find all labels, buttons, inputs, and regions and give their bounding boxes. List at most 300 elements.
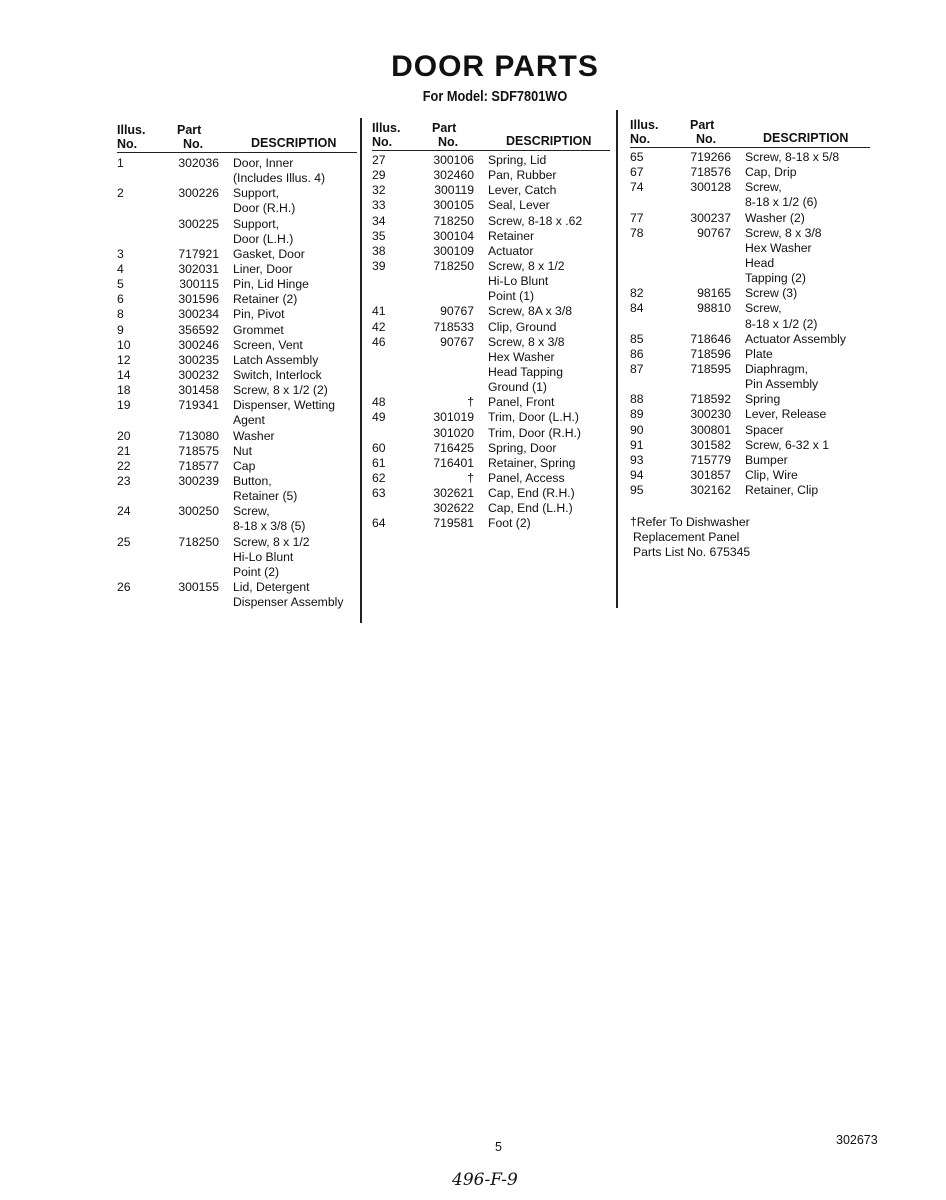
parts-row bbox=[372, 516, 615, 531]
parts-row bbox=[117, 383, 362, 398]
part-description: 8-18 x 1/2 (2) bbox=[745, 316, 818, 331]
parts-row bbox=[117, 580, 362, 610]
illus-number: 41 bbox=[372, 304, 386, 319]
row-line bbox=[372, 259, 615, 274]
header-underline bbox=[630, 147, 870, 148]
part-description: Agent bbox=[233, 413, 265, 428]
column-divider bbox=[360, 118, 362, 623]
row-line bbox=[372, 183, 615, 198]
row-line bbox=[630, 483, 875, 498]
illus-number: 65 bbox=[630, 150, 644, 164]
illus-number: 85 bbox=[630, 331, 644, 346]
row-line bbox=[372, 410, 615, 425]
illus-number: 84 bbox=[630, 301, 644, 316]
part-description: Button, bbox=[233, 473, 272, 488]
part-description: Foot (2) bbox=[488, 516, 531, 531]
part-number: 302622 bbox=[433, 501, 474, 516]
part-description: Screw, 8 x 3/8 bbox=[488, 334, 565, 349]
illus-number: 48 bbox=[372, 395, 386, 410]
parts-row bbox=[117, 247, 362, 262]
part-description: Cap, End (L.H.) bbox=[488, 501, 573, 516]
row-line bbox=[372, 441, 615, 456]
parts-list bbox=[630, 150, 875, 498]
part-number: 300226 bbox=[178, 186, 219, 201]
part-description: Trim, Door (R.H.) bbox=[488, 425, 581, 440]
row-line bbox=[630, 301, 875, 316]
row-line bbox=[117, 429, 362, 444]
part-description: Retainer, Clip bbox=[745, 483, 819, 498]
row-line bbox=[372, 198, 615, 213]
parts-row bbox=[117, 323, 362, 338]
illus-number: 46 bbox=[372, 334, 386, 349]
part-description: Spring bbox=[745, 392, 781, 407]
row-line bbox=[630, 317, 875, 332]
part-description: Screw (3) bbox=[745, 286, 798, 301]
illus-number: 64 bbox=[372, 516, 386, 531]
row-line bbox=[630, 453, 875, 468]
illus-number: 12 bbox=[117, 352, 131, 367]
part-description: Switch, Interlock bbox=[233, 367, 322, 382]
row-line bbox=[117, 595, 362, 610]
row-line bbox=[117, 580, 362, 595]
row-line bbox=[117, 444, 362, 459]
row-line bbox=[117, 353, 362, 368]
part-description: Washer (2) bbox=[745, 210, 805, 225]
row-line bbox=[372, 214, 615, 229]
part-description: Spring, Door bbox=[488, 440, 557, 455]
illus-number: 87 bbox=[630, 361, 644, 376]
illus-number: 94 bbox=[630, 467, 644, 482]
illus-number: 14 bbox=[117, 367, 131, 382]
row-line bbox=[117, 504, 362, 519]
part-number: 300232 bbox=[178, 367, 219, 382]
row-line bbox=[630, 256, 875, 271]
row-line bbox=[372, 274, 615, 289]
illus-number: 24 bbox=[117, 504, 131, 519]
row-line bbox=[630, 407, 875, 422]
part-description: Washer bbox=[233, 428, 275, 443]
part-description: Hex Washer bbox=[488, 349, 555, 364]
row-line bbox=[630, 286, 875, 301]
parts-row bbox=[630, 180, 875, 210]
part-description: Point (2) bbox=[233, 564, 280, 579]
part-number: 300225 bbox=[178, 216, 219, 231]
header-underline bbox=[117, 152, 357, 153]
part-number: 718575 bbox=[178, 443, 219, 458]
part-description: Screw, 8 x 1/2 bbox=[488, 258, 565, 273]
row-line bbox=[630, 377, 875, 392]
part-description: Screw, 6-32 x 1 bbox=[745, 437, 829, 452]
parts-row bbox=[372, 244, 615, 259]
row-line bbox=[630, 180, 875, 195]
parts-row bbox=[117, 474, 362, 504]
illus-number: 82 bbox=[630, 286, 644, 301]
part-description: Support, bbox=[233, 216, 280, 231]
part-number: 301582 bbox=[690, 437, 731, 452]
parts-row bbox=[630, 226, 875, 287]
header-illus-no: No. bbox=[117, 137, 138, 151]
part-description: Lid, Detergent bbox=[233, 579, 310, 594]
part-description: Panel, Front bbox=[488, 395, 555, 410]
part-number: 716401 bbox=[433, 455, 474, 470]
part-number: 90767 bbox=[440, 304, 474, 319]
footnote bbox=[630, 515, 750, 560]
row-line bbox=[117, 489, 362, 504]
part-number: 718592 bbox=[690, 392, 731, 407]
illus-number: 77 bbox=[630, 210, 644, 225]
illus-number: 5 bbox=[117, 277, 124, 292]
row-line bbox=[117, 383, 362, 398]
part-description: Screw, 8A x 3/8 bbox=[488, 304, 573, 319]
parts-row bbox=[117, 156, 362, 186]
parts-row bbox=[372, 501, 615, 516]
part-description: Point (1) bbox=[488, 289, 535, 304]
row-line bbox=[117, 247, 362, 262]
row-line bbox=[630, 438, 875, 453]
part-number: 300237 bbox=[690, 210, 731, 225]
parts-row bbox=[117, 398, 362, 428]
header-description: DESCRIPTION bbox=[763, 131, 849, 145]
part-number: 300155 bbox=[178, 579, 219, 594]
illus-number: 67 bbox=[630, 165, 644, 180]
part-description: Pan, Rubber bbox=[488, 168, 557, 183]
row-line bbox=[117, 277, 362, 292]
parts-row bbox=[630, 286, 875, 301]
part-number: 301020 bbox=[433, 425, 474, 440]
model-subtitle: For Model: SDF7801WO bbox=[422, 88, 568, 105]
parts-row bbox=[117, 459, 362, 474]
part-number: 718646 bbox=[690, 331, 731, 346]
parts-list bbox=[117, 156, 362, 610]
parts-row bbox=[372, 198, 615, 213]
part-number: 98165 bbox=[697, 286, 731, 301]
parts-row bbox=[372, 410, 615, 425]
row-line bbox=[630, 195, 875, 210]
illus-number: 29 bbox=[372, 168, 386, 183]
illus-number: 90 bbox=[630, 422, 644, 437]
illus-number: 42 bbox=[372, 319, 386, 334]
part-description: Screw, 8-18 x .62 bbox=[488, 213, 583, 228]
part-number: 300104 bbox=[433, 228, 474, 243]
row-line bbox=[117, 292, 362, 307]
parts-row bbox=[117, 262, 362, 277]
footnote-line: Parts List No. 675345 bbox=[633, 545, 751, 560]
part-description: Door, Inner bbox=[233, 156, 294, 170]
part-number: 716425 bbox=[433, 440, 474, 455]
header-description: DESCRIPTION bbox=[506, 134, 592, 148]
part-number: 719341 bbox=[178, 398, 219, 413]
row-line bbox=[117, 368, 362, 383]
part-description: Screw, bbox=[745, 180, 782, 195]
part-description: Screw, bbox=[233, 504, 270, 519]
part-description: Door (L.H.) bbox=[233, 231, 294, 246]
part-number: 300234 bbox=[178, 307, 219, 322]
row-line bbox=[117, 323, 362, 338]
part-description: Plate bbox=[745, 346, 773, 361]
part-number: 90767 bbox=[440, 334, 474, 349]
part-description: Retainer bbox=[488, 228, 535, 243]
header-illus-no: No. bbox=[372, 135, 393, 149]
part-number: 300250 bbox=[178, 504, 219, 519]
parts-row bbox=[630, 332, 875, 347]
part-description: Liner, Door bbox=[233, 261, 293, 276]
illus-number: 62 bbox=[372, 470, 386, 485]
part-number: 302621 bbox=[433, 486, 474, 501]
row-line bbox=[630, 423, 875, 438]
illus-number: 26 bbox=[117, 579, 131, 594]
parts-row bbox=[117, 307, 362, 322]
row-line bbox=[630, 347, 875, 362]
part-number: 300105 bbox=[433, 198, 474, 213]
part-number: 300801 bbox=[690, 422, 731, 437]
part-description: Cap bbox=[233, 458, 256, 473]
row-line bbox=[117, 186, 362, 201]
row-line bbox=[117, 565, 362, 580]
part-description: (Includes Illus. 4) bbox=[233, 171, 326, 186]
part-description: Actuator bbox=[488, 243, 534, 258]
part-description: Pin, Pivot bbox=[233, 307, 285, 322]
illus-number: 32 bbox=[372, 183, 386, 198]
part-number: 98810 bbox=[697, 301, 731, 316]
part-description: Retainer (2) bbox=[233, 292, 298, 307]
illus-number: 49 bbox=[372, 410, 386, 425]
row-line bbox=[117, 262, 362, 277]
part-description: Spring, Lid bbox=[488, 153, 547, 167]
illus-number: 22 bbox=[117, 458, 131, 473]
parts-row bbox=[630, 407, 875, 422]
part-number: 300119 bbox=[434, 183, 474, 198]
part-description: Screw, 8 x 1/2 (2) bbox=[233, 383, 328, 398]
parts-row bbox=[372, 395, 615, 410]
illus-number: 20 bbox=[117, 428, 131, 443]
illus-number: 4 bbox=[117, 261, 124, 276]
row-line bbox=[630, 150, 875, 165]
part-description: Hi-Lo Blunt bbox=[488, 274, 549, 289]
illus-number: 93 bbox=[630, 452, 644, 467]
row-line bbox=[630, 332, 875, 347]
row-line bbox=[372, 426, 615, 441]
part-description: Tapping (2) bbox=[745, 271, 806, 286]
illus-number: 63 bbox=[372, 486, 386, 501]
parts-row bbox=[372, 214, 615, 229]
row-line bbox=[372, 153, 615, 168]
illus-number: 19 bbox=[117, 398, 131, 413]
parts-row bbox=[630, 165, 875, 180]
column-divider bbox=[616, 110, 618, 608]
page-title: DOOR PARTS bbox=[391, 50, 599, 83]
parts-row bbox=[630, 453, 875, 468]
parts-row bbox=[630, 347, 875, 362]
illus-number: 86 bbox=[630, 346, 644, 361]
parts-row bbox=[630, 301, 875, 331]
row-line bbox=[372, 456, 615, 471]
header-part-no: No. bbox=[696, 132, 717, 146]
header-illus: Illus. bbox=[630, 118, 659, 132]
parts-row bbox=[372, 153, 615, 168]
illus-number: 34 bbox=[372, 213, 386, 228]
part-number: 300246 bbox=[178, 337, 219, 352]
page-number: 5 bbox=[495, 1140, 502, 1154]
parts-row bbox=[117, 292, 362, 307]
part-description: Diaphragm, bbox=[745, 361, 808, 376]
part-description: Cap, End (R.H.) bbox=[488, 486, 575, 501]
row-line bbox=[117, 338, 362, 353]
part-description: Screw, 8-18 x 5/8 bbox=[745, 150, 840, 164]
illus-number: 78 bbox=[630, 225, 644, 240]
header-underline bbox=[372, 150, 610, 151]
illus-number: 35 bbox=[372, 228, 386, 243]
header-part-no: No. bbox=[438, 135, 459, 149]
row-line bbox=[372, 380, 615, 395]
part-description: Seal, Lever bbox=[488, 198, 550, 213]
part-description: Screen, Vent bbox=[233, 337, 303, 352]
part-number: 301019 bbox=[433, 410, 474, 425]
parts-row bbox=[117, 353, 362, 368]
parts-row bbox=[630, 392, 875, 407]
part-description: 8-18 x 3/8 (5) bbox=[233, 519, 306, 534]
part-description: Dispenser, Wetting bbox=[233, 398, 336, 413]
illus-number: 3 bbox=[117, 246, 124, 261]
row-line bbox=[372, 395, 615, 410]
illus-number: 38 bbox=[372, 243, 386, 258]
part-description: Nut bbox=[233, 443, 252, 458]
parts-row bbox=[117, 186, 362, 216]
row-line bbox=[117, 232, 362, 247]
part-number: 718595 bbox=[690, 361, 731, 376]
parts-row bbox=[372, 456, 615, 471]
row-line bbox=[117, 519, 362, 534]
row-line bbox=[117, 171, 362, 186]
part-description: Retainer, Spring bbox=[488, 455, 576, 470]
part-number: 718250 bbox=[178, 534, 219, 549]
parts-row bbox=[630, 362, 875, 392]
row-line bbox=[117, 398, 362, 413]
part-description: Trim, Door (L.H.) bbox=[488, 410, 579, 425]
part-number: 301857 bbox=[690, 467, 731, 482]
header-part: Part bbox=[432, 121, 457, 135]
part-description: Bumper bbox=[745, 452, 788, 467]
parts-list bbox=[372, 153, 615, 532]
part-description: 8-18 x 1/2 (6) bbox=[745, 195, 818, 210]
row-line bbox=[372, 244, 615, 259]
header-illus: Illus. bbox=[117, 123, 146, 137]
part-number: 90767 bbox=[697, 225, 731, 240]
part-number: 300230 bbox=[690, 407, 731, 422]
part-description: Dispenser Assembly bbox=[233, 595, 344, 610]
row-line bbox=[372, 516, 615, 531]
parts-row bbox=[117, 504, 362, 534]
illus-number: 21 bbox=[117, 443, 131, 458]
parts-row bbox=[372, 471, 615, 486]
row-line bbox=[630, 241, 875, 256]
part-description: Clip, Wire bbox=[745, 467, 798, 482]
header-part: Part bbox=[690, 118, 715, 132]
illus-number: 9 bbox=[117, 322, 124, 337]
part-description: Hi-Lo Blunt bbox=[233, 549, 294, 564]
parts-row bbox=[117, 338, 362, 353]
parts-row bbox=[372, 183, 615, 198]
part-number: 717921 bbox=[178, 246, 219, 261]
illus-number: 61 bbox=[372, 455, 386, 470]
part-number: 300115 bbox=[179, 277, 219, 292]
part-description: Pin Assembly bbox=[745, 377, 819, 392]
row-line bbox=[372, 304, 615, 319]
illus-number: 10 bbox=[117, 337, 131, 352]
row-line bbox=[117, 413, 362, 428]
part-description: Cap, Drip bbox=[745, 165, 797, 180]
part-number: 718533 bbox=[433, 319, 474, 334]
part-number: 718596 bbox=[690, 346, 731, 361]
header-description: DESCRIPTION bbox=[251, 136, 337, 150]
header-illus-no: No. bbox=[630, 132, 651, 146]
part-number: 300106 bbox=[433, 153, 474, 167]
part-description: Retainer (5) bbox=[233, 489, 298, 504]
part-number: 302460 bbox=[433, 168, 474, 183]
parts-row bbox=[372, 304, 615, 319]
part-description: Lever, Release bbox=[745, 407, 827, 422]
parts-row bbox=[630, 468, 875, 483]
parts-row bbox=[630, 150, 875, 165]
parts-row bbox=[372, 335, 615, 396]
part-number: 301596 bbox=[178, 292, 219, 307]
row-line bbox=[630, 165, 875, 180]
illus-number: 2 bbox=[117, 186, 124, 201]
header-illus: Illus. bbox=[372, 121, 401, 135]
row-line bbox=[630, 468, 875, 483]
illus-number: 74 bbox=[630, 180, 644, 195]
parts-row bbox=[372, 426, 615, 441]
row-line bbox=[117, 201, 362, 216]
part-number: 302031 bbox=[178, 261, 219, 276]
part-description: Door (R.H.) bbox=[233, 201, 296, 216]
part-description: Screw, 8 x 3/8 bbox=[745, 225, 822, 240]
row-line bbox=[630, 271, 875, 286]
parts-row bbox=[372, 229, 615, 244]
illus-number: 88 bbox=[630, 392, 644, 407]
document-number: 302673 bbox=[836, 1133, 878, 1147]
row-line bbox=[372, 365, 615, 380]
illus-number: 25 bbox=[117, 534, 131, 549]
part-number: 718250 bbox=[433, 258, 474, 273]
part-number: 715779 bbox=[690, 452, 731, 467]
row-line bbox=[117, 474, 362, 489]
parts-row bbox=[117, 429, 362, 444]
illus-number: 27 bbox=[372, 153, 386, 167]
row-line bbox=[117, 156, 362, 171]
part-number: 302036 bbox=[178, 156, 219, 170]
parts-row bbox=[372, 320, 615, 335]
row-line bbox=[117, 217, 362, 232]
part-number: 300128 bbox=[690, 180, 731, 195]
illus-number: 1 bbox=[117, 156, 124, 170]
illus-number: 39 bbox=[372, 258, 386, 273]
parts-row bbox=[117, 444, 362, 459]
part-description: Screw, 8 x 1/2 bbox=[233, 534, 310, 549]
row-line bbox=[372, 350, 615, 365]
row-line bbox=[117, 459, 362, 474]
illus-number: 60 bbox=[372, 440, 386, 455]
illus-number: 8 bbox=[117, 307, 124, 322]
row-line bbox=[630, 226, 875, 241]
part-description: Head bbox=[745, 255, 775, 270]
parts-row bbox=[372, 259, 615, 304]
part-number: 713080 bbox=[178, 428, 219, 443]
illus-number: 89 bbox=[630, 407, 644, 422]
parts-row bbox=[117, 535, 362, 580]
illus-number: 18 bbox=[117, 383, 131, 398]
handwritten-note: 496-F-9 bbox=[452, 1170, 518, 1190]
part-number: † bbox=[467, 395, 474, 410]
